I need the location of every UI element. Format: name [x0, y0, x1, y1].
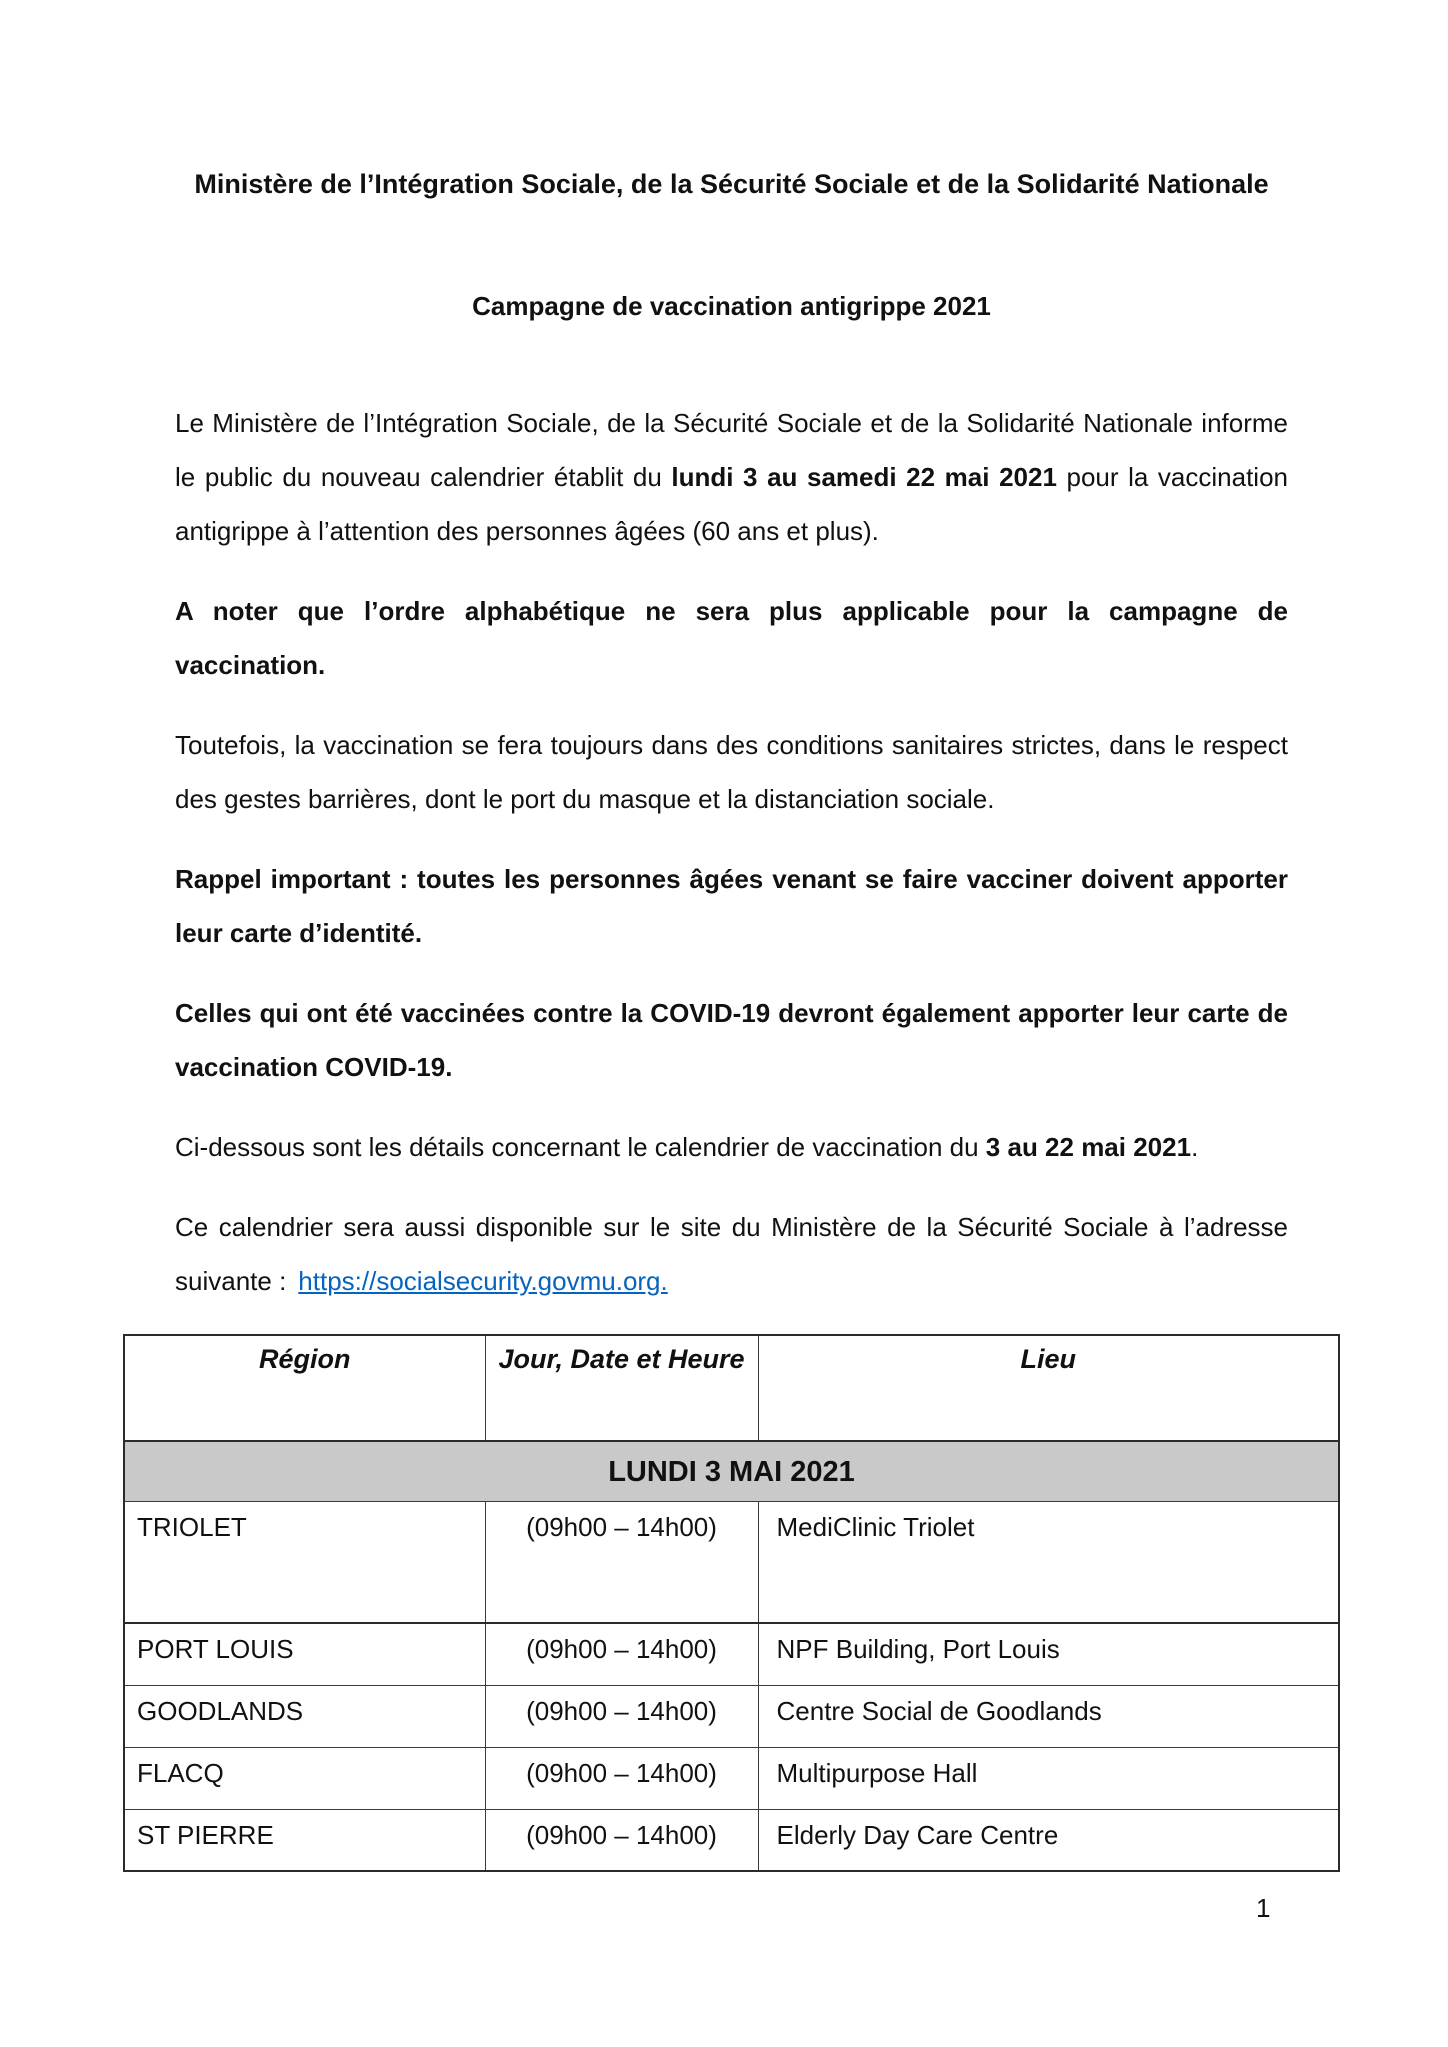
document-subtitle: Campagne de vaccination antigrippe 2021: [472, 291, 991, 321]
table-header-row: [124, 1335, 1339, 1441]
paragraph-covid-card: Celles qui ont été vaccinées contre la COVID-19 devront également apporter leur carte de vaccination COVID-19.: [175, 998, 1288, 1082]
header-lieu: Lieu: [758, 1335, 1339, 1441]
paragraph-schedule-details: [175, 1120, 1288, 1174]
table-row: [124, 1623, 1339, 1685]
details-text-before: Ci-dessous sont les détails concernant le calendrier de vaccination du: [175, 1132, 986, 1162]
socialsecurity-link[interactable]: https://socialsecurity.govmu.org.: [298, 1266, 668, 1296]
lieu-cell: Multipurpose Hall: [758, 1747, 1339, 1809]
page-number: 1: [1256, 1893, 1271, 1923]
time-cell: (09h00 – 14h00): [485, 1809, 758, 1871]
region-cell: ST PIERRE: [124, 1809, 485, 1871]
intro-text-after: pour la vaccination antigrippe à l’attention des personnes âgées (60 ans et plus).: [175, 462, 1288, 546]
time-cell: (09h00 – 14h00): [485, 1501, 758, 1623]
header-day-date-time: Jour, Date et Heure: [485, 1335, 758, 1441]
intro-text-before: Le Ministère de l’Intégration Sociale, de la Sécurité Sociale et de la Solidarité Nationale informe le public du nouveau calendrier établit du: [175, 408, 1288, 492]
region-cell: GOODLANDS: [124, 1685, 485, 1747]
table-row: [124, 1685, 1339, 1747]
lieu-cell: NPF Building, Port Louis: [758, 1623, 1339, 1685]
paragraph-id-reminder: Rappel important : toutes les personnes âgées venant se faire vacciner doivent apporter leur carte d’identité.: [175, 864, 1288, 948]
details-text-after: .: [1191, 1132, 1199, 1162]
lieu-cell: Centre Social de Goodlands: [758, 1685, 1339, 1747]
time-cell: (09h00 – 14h00): [485, 1747, 758, 1809]
table-row: [124, 1747, 1339, 1809]
details-dates-bold: 3 au 22 mai 2021: [985, 1132, 1192, 1162]
time-cell: (09h00 – 14h00): [485, 1685, 758, 1747]
website-text: Ce calendrier sera aussi disponible sur le site du Ministère de la Sécurité Sociale à l’adresse suivante :: [175, 1212, 1288, 1296]
vaccination-schedule-table: [123, 1334, 1340, 1872]
table-row: [124, 1501, 1339, 1623]
paragraph-alphabetical-note: A noter que l’ordre alphabétique ne sera plus applicable pour la campagne de vaccination.: [175, 596, 1288, 680]
lieu-cell: MediClinic Triolet: [758, 1501, 1339, 1623]
time-cell: (09h00 – 14h00): [485, 1623, 758, 1685]
paragraph-website: [175, 1200, 1288, 1308]
header-region: Région: [124, 1335, 485, 1441]
region-cell: FLACQ: [124, 1747, 485, 1809]
intro-dates-bold: lundi 3 au samedi 22 mai 2021: [671, 462, 1057, 492]
region-cell: TRIOLET: [124, 1501, 485, 1623]
document-title: Ministère de l’Intégration Sociale, de la Sécurité Sociale et de la Solidarité Nationale: [194, 169, 1269, 199]
date-banner: LUNDI 3 MAI 2021: [124, 1441, 1339, 1501]
date-banner-row: [124, 1441, 1339, 1501]
lieu-cell: Elderly Day Care Centre: [758, 1809, 1339, 1871]
paragraph-intro: [175, 396, 1288, 558]
paragraph-sanitary-conditions: Toutefois, la vaccination se fera toujours dans des conditions sanitaires strictes, dans le respect des gestes barrières, dont le port du masque et la distanciation sociale.: [175, 730, 1288, 814]
region-cell: PORT LOUIS: [124, 1623, 485, 1685]
table-row: [124, 1809, 1339, 1871]
